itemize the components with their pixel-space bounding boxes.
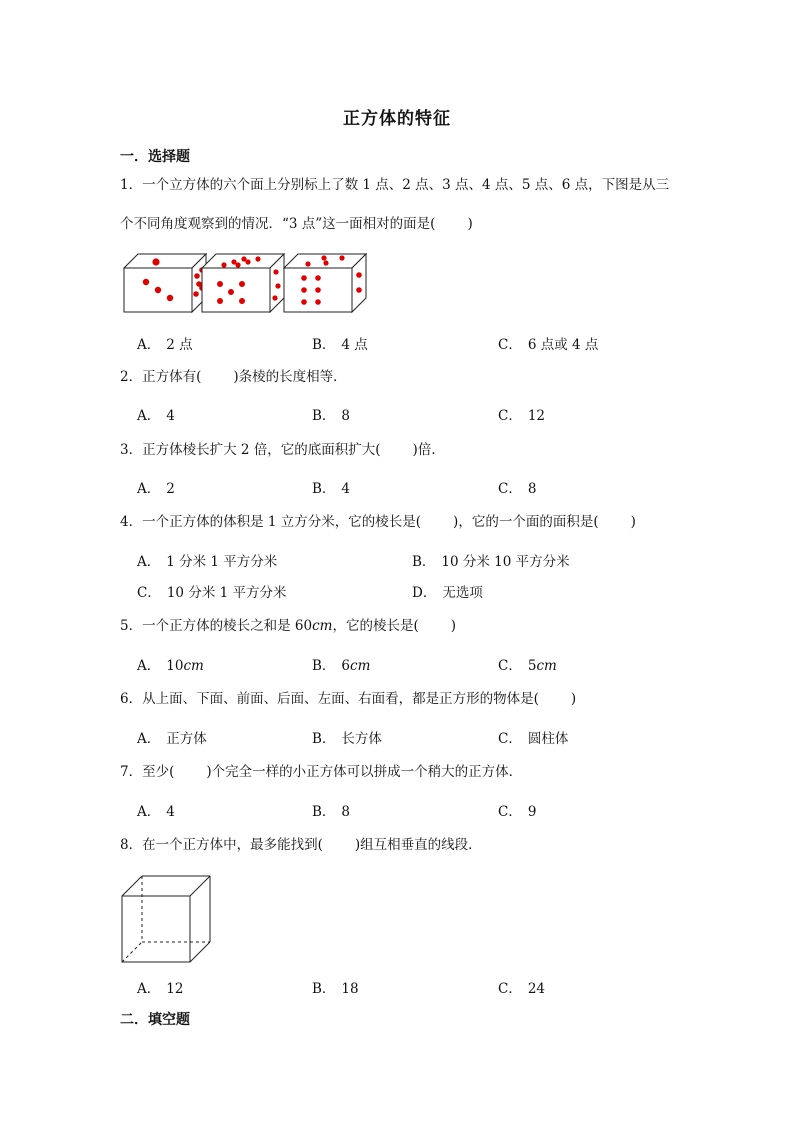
option-c[interactable]: C． 10 分米 1 平方分米 xyxy=(137,585,287,601)
option-a[interactable]: A． 1 分米 1 平方分米 xyxy=(137,554,278,570)
question-1-line2 xyxy=(120,212,473,232)
option-a[interactable]: A． 10cm xyxy=(137,658,204,674)
option-a[interactable]: A． 2 xyxy=(137,481,175,497)
question-6: 6．从上面、下面、前面、后面、左面、右面看，都是正方形的物体是( ) xyxy=(120,691,577,707)
option-a[interactable]: A． 4 xyxy=(137,408,175,424)
option-b[interactable]: B． 8 xyxy=(312,408,351,424)
die-view-3 xyxy=(284,254,366,312)
question-3: 3．正方体棱长扩大 2 倍，它的底面积扩大( )倍． xyxy=(120,442,445,458)
question-text: ) xyxy=(467,216,473,232)
die-view-2 xyxy=(202,254,284,312)
option-b[interactable]: B． 8 xyxy=(312,804,351,820)
option-b[interactable]: B． 4 点 xyxy=(312,337,368,353)
dice-views-image xyxy=(120,248,360,318)
option-b[interactable]: B． 6cm xyxy=(312,658,371,674)
section-fill-heading: 二．填空题 xyxy=(120,1012,190,1028)
option-c[interactable]: C． 5cm xyxy=(498,658,557,674)
question-text: 一个立方体的六个面上分别标上了数 1 点、2 点、3 点、4 点、5 点、6 点，下图是从三 xyxy=(142,177,670,193)
option-a[interactable]: A． 12 xyxy=(137,981,184,997)
question-4: 4．一个正方体的体积是 1 立方分米，它的棱长是( )，它的一个面的面积是( ) xyxy=(120,514,636,530)
question-1 xyxy=(120,176,669,194)
question-text: 个不同角度观察到的情况．“3 点”这一面相对的面是( xyxy=(120,216,436,232)
option-c[interactable]: C． 6 点或 4 点 xyxy=(498,337,599,353)
option-a[interactable]: A． 2 点 xyxy=(137,337,193,353)
option-b[interactable]: B． 4 xyxy=(312,481,351,497)
option-c[interactable]: C． 8 xyxy=(498,481,537,497)
option-c[interactable]: C． 9 xyxy=(498,804,537,820)
question-2: 2．正方体有( )条棱的长度相等． xyxy=(120,369,347,385)
question-7: 7．至少( )个完全一样的小正方体可以拼成一个稍大的正方体． xyxy=(120,764,523,780)
option-b[interactable]: B． 长方体 xyxy=(312,731,382,747)
question-8: 8．在一个正方体中，最多能找到( )组互相垂直的线段． xyxy=(120,837,482,853)
option-c[interactable]: C． 24 xyxy=(498,981,546,997)
option-c[interactable]: C． 圆柱体 xyxy=(498,731,569,747)
option-a[interactable]: A． 正方体 xyxy=(137,731,207,747)
section-choice-heading: 一．选择题 xyxy=(120,149,190,165)
option-c[interactable]: C． 12 xyxy=(498,408,546,424)
question-number: 1． xyxy=(120,177,143,193)
option-a[interactable]: A． 4 xyxy=(137,804,175,820)
die-view-1 xyxy=(124,254,206,312)
question-5: 5．一个正方体的棱长之和是 60cm，它的棱长是( ) xyxy=(120,618,457,634)
unit-text: cm xyxy=(312,618,333,634)
cube-diagram xyxy=(120,874,216,966)
option-b[interactable]: B． 10 分米 10 平方分米 xyxy=(412,554,570,570)
page-title: 正方体的特征 xyxy=(343,109,451,129)
option-b[interactable]: B． 18 xyxy=(312,981,359,997)
option-d[interactable]: D． 无选项 xyxy=(412,585,483,601)
